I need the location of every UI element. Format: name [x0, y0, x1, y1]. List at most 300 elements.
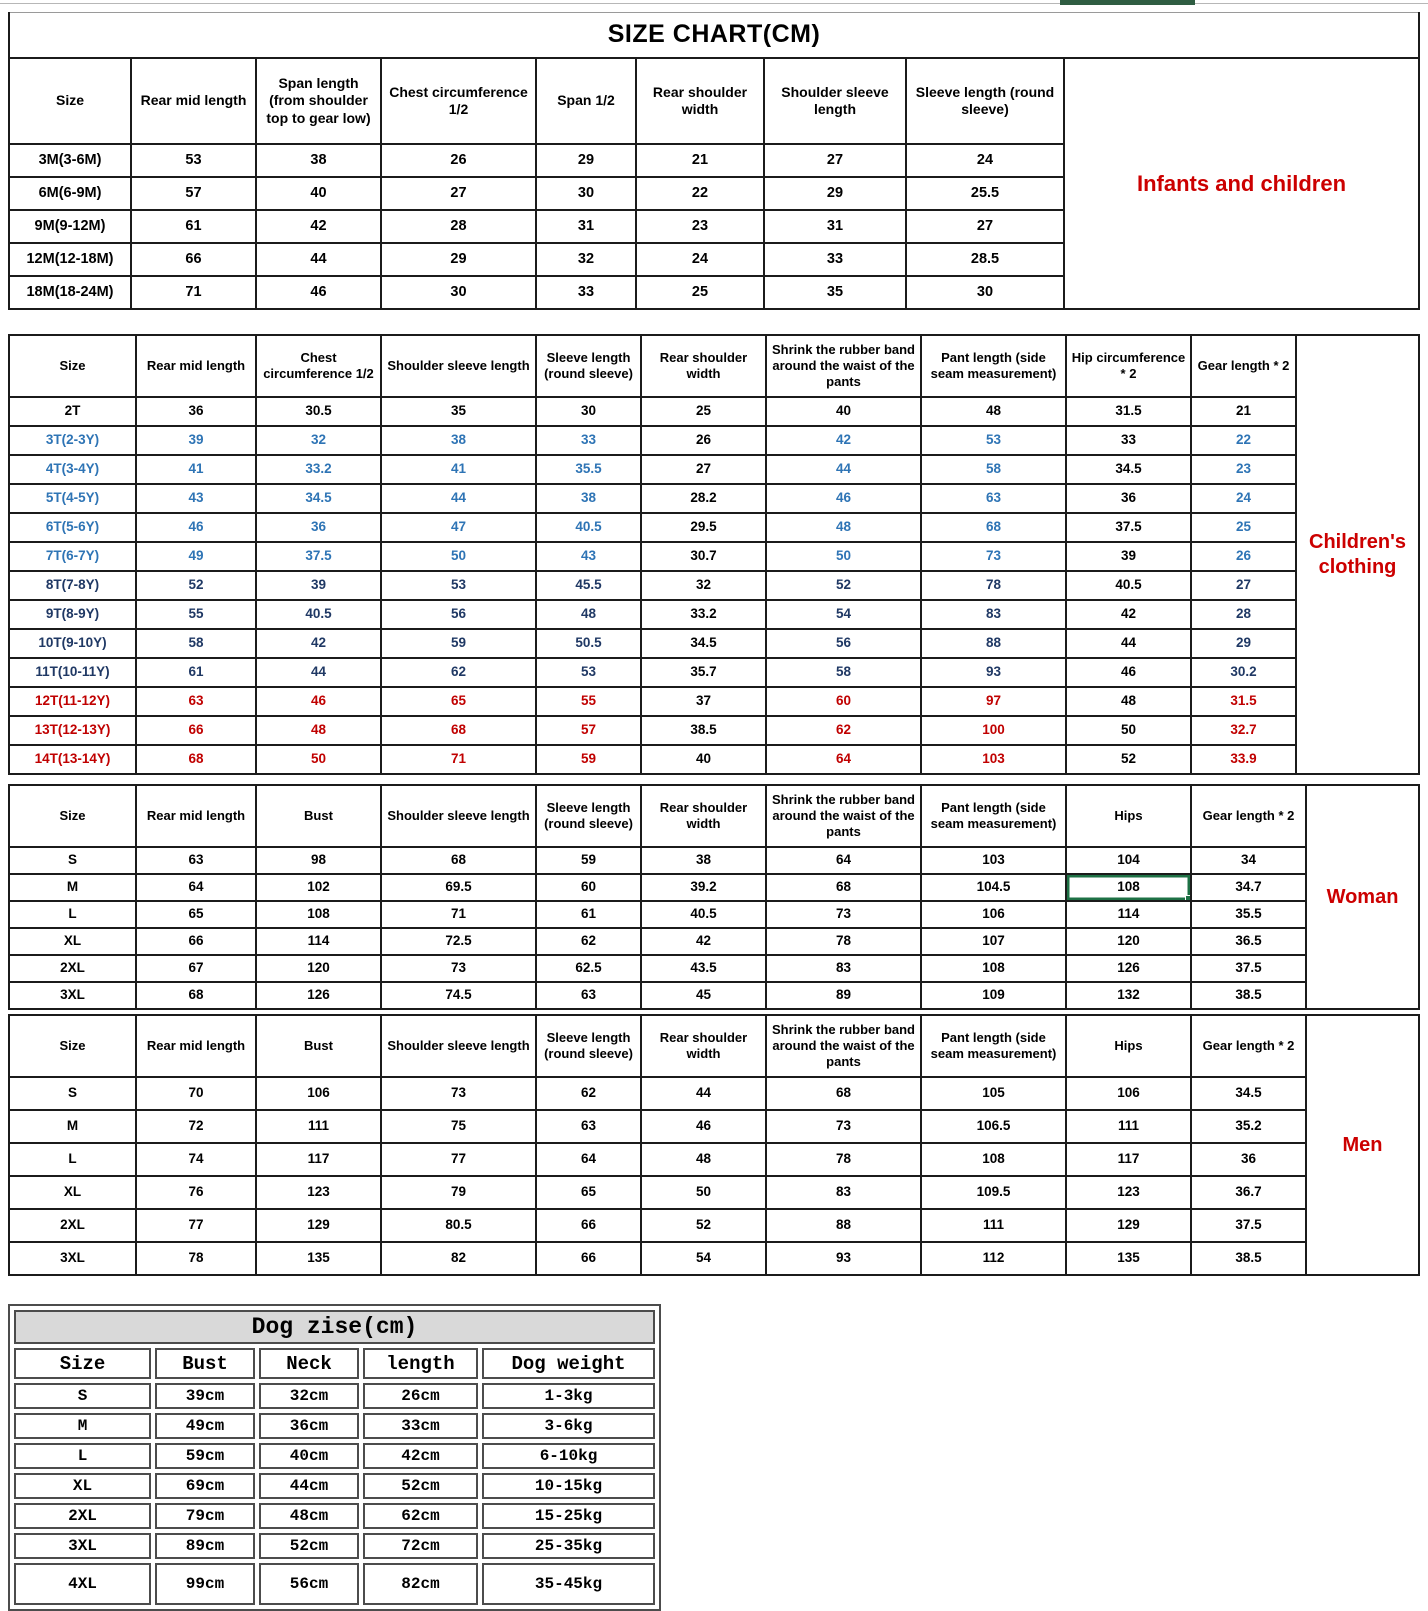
value-cell: 56cm: [259, 1563, 359, 1605]
value-cell: 46: [766, 484, 921, 513]
value-cell: 102: [256, 874, 381, 901]
value-cell: 126: [1066, 955, 1191, 982]
value-cell: 34.5: [1066, 455, 1191, 484]
value-cell: 49: [136, 542, 256, 571]
value-cell: 117: [256, 1143, 381, 1176]
size-cell: 3XL: [9, 982, 136, 1009]
value-cell: 6-10kg: [482, 1443, 655, 1469]
column-header: Gear length * 2: [1191, 785, 1306, 847]
size-cell: 10T(9-10Y): [9, 629, 136, 658]
table-row: [14, 1443, 655, 1469]
value-cell: 34.5: [641, 629, 766, 658]
value-cell: 37.5: [1066, 513, 1191, 542]
column-header: Dog weight: [482, 1348, 655, 1379]
value-cell: 38: [381, 426, 536, 455]
value-cell: 107: [921, 928, 1066, 955]
table-row: [9, 513, 1419, 542]
table-row: [9, 1209, 1419, 1242]
size-cell: 13T(12-13Y): [9, 716, 136, 745]
size-cell: 9M(9-12M): [9, 210, 131, 243]
value-cell: 42cm: [363, 1443, 478, 1469]
value-cell: 109.5: [921, 1176, 1066, 1209]
column-header: Pant length (side seam measurement): [921, 1015, 1066, 1077]
value-cell: 114: [1066, 901, 1191, 928]
value-cell: 78: [136, 1242, 256, 1275]
value-cell: 39.2: [641, 874, 766, 901]
value-cell: 64: [766, 745, 921, 774]
column-header: Span 1/2: [536, 58, 636, 144]
column-header: Rear shoulder width: [641, 785, 766, 847]
column-header: Neck: [259, 1348, 359, 1379]
size-cell: 12T(11-12Y): [9, 687, 136, 716]
value-cell: 39: [136, 426, 256, 455]
column-header: Chest circumference 1/2: [381, 58, 536, 144]
column-header: Shrink the rubber band around the waist of the pants: [766, 785, 921, 847]
column-header: Rear shoulder width: [641, 1015, 766, 1077]
value-cell: 22: [1191, 426, 1296, 455]
value-cell: 37.5: [256, 542, 381, 571]
table-row: [9, 1143, 1419, 1176]
column-header: Rear mid length: [131, 58, 256, 144]
sheet-top-green-bar: [1060, 0, 1195, 5]
value-cell: 33.2: [641, 600, 766, 629]
value-cell: 35: [764, 276, 906, 309]
value-cell: 43.5: [641, 955, 766, 982]
size-cell: M: [9, 874, 136, 901]
size-cell: M: [9, 1110, 136, 1143]
value-cell: 60: [536, 874, 641, 901]
value-cell: 34.7: [1191, 874, 1306, 901]
value-cell: 37.5: [1191, 1209, 1306, 1242]
value-cell: 35.5: [536, 455, 641, 484]
value-cell: 39cm: [155, 1383, 255, 1409]
value-cell: 26: [1191, 542, 1296, 571]
value-cell: 53: [131, 144, 256, 177]
column-header: Gear length * 2: [1191, 335, 1296, 397]
value-cell: 44: [766, 455, 921, 484]
table-row: [14, 1563, 655, 1605]
value-cell: 98: [256, 847, 381, 874]
value-cell: 26: [381, 144, 536, 177]
size-cell: 3T(2-3Y): [9, 426, 136, 455]
value-cell: 36: [1066, 484, 1191, 513]
column-header: Size: [9, 335, 136, 397]
side-label: Children's clothing: [1296, 335, 1419, 774]
value-cell: 100: [921, 716, 1066, 745]
value-cell: 29: [381, 243, 536, 276]
value-cell: 65: [381, 687, 536, 716]
value-cell: 33: [1066, 426, 1191, 455]
value-cell: 64: [766, 847, 921, 874]
value-cell: 44: [256, 243, 381, 276]
value-cell: 30.7: [641, 542, 766, 571]
value-cell: 61: [131, 210, 256, 243]
value-cell: 83: [921, 600, 1066, 629]
value-cell: 89cm: [155, 1533, 255, 1559]
value-cell: 38.5: [1191, 982, 1306, 1009]
value-cell: 66: [136, 928, 256, 955]
size-cell: 7T(6-7Y): [9, 542, 136, 571]
value-cell: 114: [256, 928, 381, 955]
value-cell: 38: [536, 484, 641, 513]
value-cell: 66: [136, 716, 256, 745]
value-cell: 23: [636, 210, 764, 243]
value-cell: 71: [131, 276, 256, 309]
value-cell: 63: [536, 1110, 641, 1143]
value-cell: 37: [641, 687, 766, 716]
table-row: [9, 1176, 1419, 1209]
value-cell: 63: [921, 484, 1066, 513]
value-cell: 36cm: [259, 1413, 359, 1439]
column-header: Chest circumference 1/2: [256, 335, 381, 397]
value-cell: 77: [136, 1209, 256, 1242]
value-cell: 29.5: [641, 513, 766, 542]
column-header: Size: [9, 785, 136, 847]
value-cell: 106: [1066, 1077, 1191, 1110]
table-row: [9, 1242, 1419, 1275]
value-cell: 28: [381, 210, 536, 243]
value-cell: 40.5: [1066, 571, 1191, 600]
value-cell: 30: [381, 276, 536, 309]
value-cell: 47: [381, 513, 536, 542]
value-cell: 36.5: [1191, 928, 1306, 955]
value-cell: 123: [256, 1176, 381, 1209]
value-cell: 52cm: [259, 1533, 359, 1559]
value-cell: 34.5: [1191, 1077, 1306, 1110]
size-cell: 18M(18-24M): [9, 276, 131, 309]
column-header: Bust: [155, 1348, 255, 1379]
value-cell: 55: [136, 600, 256, 629]
value-cell: 44: [1066, 629, 1191, 658]
value-cell: 71: [381, 901, 536, 928]
column-header: Bust: [256, 1015, 381, 1077]
column-header: Rear mid length: [136, 1015, 256, 1077]
value-cell: 24: [636, 243, 764, 276]
value-cell: 27: [1191, 571, 1296, 600]
value-cell: 48: [921, 397, 1066, 426]
men-size-table: [8, 1014, 1420, 1276]
table-row: [9, 571, 1419, 600]
value-cell: 106: [256, 1077, 381, 1110]
value-cell: 50: [766, 542, 921, 571]
value-cell: 40.5: [641, 901, 766, 928]
column-header: Rear shoulder width: [641, 335, 766, 397]
value-cell: 59: [536, 847, 641, 874]
value-cell: 32: [641, 571, 766, 600]
column-header: Hip circumference * 2: [1066, 335, 1191, 397]
value-cell: 33: [764, 243, 906, 276]
value-cell: 29: [764, 177, 906, 210]
value-cell: 32: [256, 426, 381, 455]
value-cell: 108: [256, 901, 381, 928]
value-cell: 61: [536, 901, 641, 928]
value-cell: 76: [136, 1176, 256, 1209]
value-cell: 108: [921, 955, 1066, 982]
value-cell: 30: [536, 397, 641, 426]
value-cell: 40: [641, 745, 766, 774]
value-cell: 80.5: [381, 1209, 536, 1242]
value-cell: 78: [766, 928, 921, 955]
value-cell: 68: [381, 847, 536, 874]
size-cell: XL: [14, 1473, 151, 1499]
size-cell: XL: [9, 1176, 136, 1209]
value-cell: 44: [256, 658, 381, 687]
value-cell: 52: [136, 571, 256, 600]
size-cell: S: [14, 1383, 151, 1409]
column-header: Shoulder sleeve length: [381, 785, 536, 847]
value-cell: 83: [766, 1176, 921, 1209]
table-row: [9, 397, 1419, 426]
value-cell: 68: [381, 716, 536, 745]
table-row: [9, 1077, 1419, 1110]
column-header: Shoulder sleeve length: [381, 1015, 536, 1077]
size-cell: 14T(13-14Y): [9, 745, 136, 774]
table-row: [9, 745, 1419, 774]
value-cell: 21: [636, 144, 764, 177]
table-row: [9, 901, 1419, 928]
value-cell: 48: [641, 1143, 766, 1176]
value-cell: 33.2: [256, 455, 381, 484]
value-cell: 68: [766, 874, 921, 901]
side-label: Woman: [1306, 785, 1419, 1009]
value-cell: 30.5: [256, 397, 381, 426]
table-row: [9, 982, 1419, 1009]
value-cell: 135: [256, 1242, 381, 1275]
size-cell: 6T(5-6Y): [9, 513, 136, 542]
value-cell: 88: [921, 629, 1066, 658]
value-cell: 62: [536, 1077, 641, 1110]
value-cell: 28.2: [641, 484, 766, 513]
value-cell: 111: [1066, 1110, 1191, 1143]
value-cell: 73: [921, 542, 1066, 571]
value-cell: 109: [921, 982, 1066, 1009]
value-cell: 45.5: [536, 571, 641, 600]
value-cell: 54: [641, 1242, 766, 1275]
size-cell: 12M(12-18M): [9, 243, 131, 276]
value-cell: 60: [766, 687, 921, 716]
table-row: [9, 955, 1419, 982]
column-header: Hips: [1066, 785, 1191, 847]
value-cell: 67: [136, 955, 256, 982]
value-cell: 57: [536, 716, 641, 745]
value-cell: 88: [766, 1209, 921, 1242]
value-cell: 82cm: [363, 1563, 478, 1605]
table-row: [14, 1473, 655, 1499]
value-cell: 62: [381, 658, 536, 687]
value-cell: 33: [536, 276, 636, 309]
value-cell: 30.2: [1191, 658, 1296, 687]
size-cell: 2XL: [9, 1209, 136, 1242]
size-cell: XL: [9, 928, 136, 955]
value-cell: 129: [256, 1209, 381, 1242]
value-cell: 44: [641, 1077, 766, 1110]
value-cell: 68: [766, 1077, 921, 1110]
value-cell: 31: [536, 210, 636, 243]
value-cell: 120: [1066, 928, 1191, 955]
size-cell: 4XL: [14, 1563, 151, 1605]
column-header: Rear shoulder width: [636, 58, 764, 144]
value-cell: 37.5: [1191, 955, 1306, 982]
value-cell: 105: [921, 1077, 1066, 1110]
column-header: Gear length * 2: [1191, 1015, 1306, 1077]
table-row: [9, 629, 1419, 658]
size-cell: 3XL: [9, 1242, 136, 1275]
value-cell: 45: [641, 982, 766, 1009]
table-row: [9, 426, 1419, 455]
value-cell: 104.5: [921, 874, 1066, 901]
value-cell: 38.5: [1191, 1242, 1306, 1275]
value-cell: 78: [766, 1143, 921, 1176]
value-cell: 103: [921, 745, 1066, 774]
value-cell: 50.5: [536, 629, 641, 658]
value-cell: 97: [921, 687, 1066, 716]
column-header: Shoulder sleeve length: [764, 58, 906, 144]
value-cell: 46: [641, 1110, 766, 1143]
value-cell: 30: [906, 276, 1064, 309]
value-cell: 56: [381, 600, 536, 629]
value-cell: 111: [921, 1209, 1066, 1242]
value-cell: 52: [1066, 745, 1191, 774]
value-cell: 39: [1066, 542, 1191, 571]
value-cell: 49cm: [155, 1413, 255, 1439]
column-header: Pant length (side seam measurement): [921, 335, 1066, 397]
size-cell: 6M(6-9M): [9, 177, 131, 210]
size-cell: 2XL: [14, 1503, 151, 1529]
table-row: [9, 658, 1419, 687]
value-cell: 32: [536, 243, 636, 276]
value-cell: 66: [536, 1242, 641, 1275]
column-header: Sleeve length (round sleeve): [536, 785, 641, 847]
side-label: Infants and children: [1064, 58, 1419, 309]
value-cell: 108: [921, 1143, 1066, 1176]
value-cell: 31: [764, 210, 906, 243]
value-cell: 24: [906, 144, 1064, 177]
value-cell: 64: [136, 874, 256, 901]
value-cell: 48: [256, 716, 381, 745]
value-cell: 63: [536, 982, 641, 1009]
value-cell: 82: [381, 1242, 536, 1275]
value-cell: 46: [1066, 658, 1191, 687]
column-header: Sleeve length (round sleeve): [906, 58, 1064, 144]
table-row: [9, 687, 1419, 716]
value-cell: 71: [381, 745, 536, 774]
column-header: Shrink the rubber band around the waist of the pants: [766, 1015, 921, 1077]
value-cell: 48: [536, 600, 641, 629]
value-cell: 58: [136, 629, 256, 658]
value-cell: 34: [1191, 847, 1306, 874]
value-cell: 25: [641, 397, 766, 426]
value-cell: 35.5: [1191, 901, 1306, 928]
value-cell: 65: [536, 1176, 641, 1209]
value-cell: 59: [381, 629, 536, 658]
size-cell: 2T: [9, 397, 136, 426]
value-cell: 55: [536, 687, 641, 716]
table-row: [9, 874, 1419, 901]
value-cell: 62cm: [363, 1503, 478, 1529]
value-cell: 63: [136, 687, 256, 716]
value-cell: 79cm: [155, 1503, 255, 1529]
value-cell: 26: [641, 426, 766, 455]
value-cell: 70: [136, 1077, 256, 1110]
value-cell: 22: [636, 177, 764, 210]
value-cell: 62: [536, 928, 641, 955]
value-cell: 53: [536, 658, 641, 687]
value-cell: 69cm: [155, 1473, 255, 1499]
value-cell: 83: [766, 955, 921, 982]
value-cell: 35.2: [1191, 1110, 1306, 1143]
value-cell: 31.5: [1191, 687, 1296, 716]
value-cell: 26cm: [363, 1383, 478, 1409]
value-cell: 15-25kg: [482, 1503, 655, 1529]
value-cell: 36: [1191, 1143, 1306, 1176]
value-cell: 73: [381, 955, 536, 982]
table-row: [14, 1533, 655, 1559]
value-cell: 48cm: [259, 1503, 359, 1529]
value-cell: 62.5: [536, 955, 641, 982]
sheet-top-gridline: [0, 3, 1428, 4]
column-header: length: [363, 1348, 478, 1379]
children-size-table: [8, 334, 1420, 775]
value-cell: 36.7: [1191, 1176, 1306, 1209]
table-row: [9, 600, 1419, 629]
value-cell: 42: [766, 426, 921, 455]
value-cell: 68: [136, 745, 256, 774]
value-cell: 42: [1066, 600, 1191, 629]
value-cell: 73: [766, 1110, 921, 1143]
value-cell: 50: [641, 1176, 766, 1209]
value-cell: 31.5: [1066, 397, 1191, 426]
value-cell: 112: [921, 1242, 1066, 1275]
value-cell: 40.5: [256, 600, 381, 629]
value-cell: 54: [766, 600, 921, 629]
table-row: [9, 542, 1419, 571]
value-cell: 41: [136, 455, 256, 484]
value-cell: 1-3kg: [482, 1383, 655, 1409]
value-cell: 77: [381, 1143, 536, 1176]
column-header: Sleeve length (round sleeve): [536, 1015, 641, 1077]
dog-size-table: [8, 1304, 661, 1611]
value-cell: 42: [641, 928, 766, 955]
value-cell: 35-45kg: [482, 1563, 655, 1605]
value-cell: 132: [1066, 982, 1191, 1009]
value-cell: 50: [381, 542, 536, 571]
value-cell: 74.5: [381, 982, 536, 1009]
column-header: Bust: [256, 785, 381, 847]
table-row: [14, 1383, 655, 1409]
value-cell: 56: [766, 629, 921, 658]
value-cell: 33: [536, 426, 641, 455]
value-cell: 10-15kg: [482, 1473, 655, 1499]
column-header: Size: [14, 1348, 151, 1379]
table-row: [14, 1413, 655, 1439]
value-cell: 58: [766, 658, 921, 687]
selected-cell: 108: [1066, 874, 1191, 901]
value-cell: 28.5: [906, 243, 1064, 276]
value-cell: 123: [1066, 1176, 1191, 1209]
column-header: Rear mid length: [136, 785, 256, 847]
value-cell: 25.5: [906, 177, 1064, 210]
value-cell: 40: [256, 177, 381, 210]
value-cell: 68: [921, 513, 1066, 542]
value-cell: 21: [1191, 397, 1296, 426]
value-cell: 38: [641, 847, 766, 874]
value-cell: 27: [641, 455, 766, 484]
value-cell: 25: [1191, 513, 1296, 542]
table-row: [9, 716, 1419, 745]
value-cell: 73: [766, 901, 921, 928]
side-label: Men: [1306, 1015, 1419, 1275]
size-cell: M: [14, 1413, 151, 1439]
